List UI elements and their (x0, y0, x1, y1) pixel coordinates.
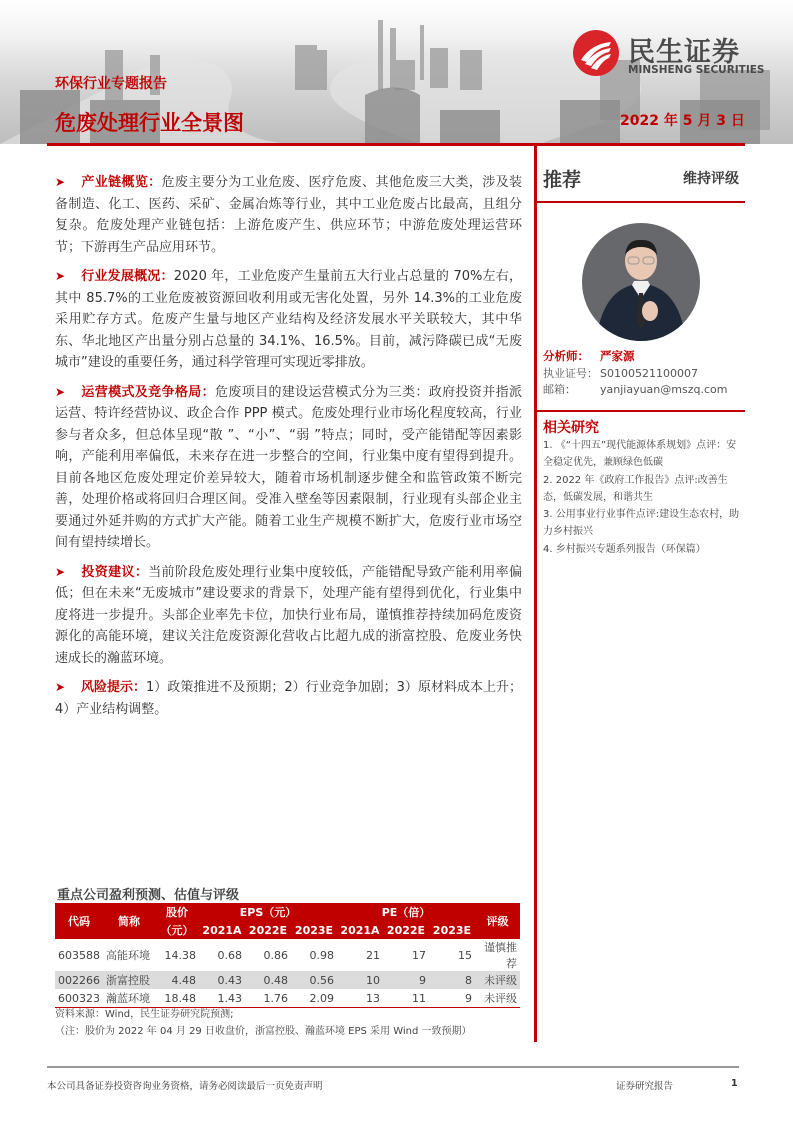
analyst-email-row: 邮箱： yanjiayuan@mszq.com (543, 383, 728, 396)
header-price-unit: （元） (155, 921, 199, 939)
footer-disclaimer: 本公司具备证券投资咨询业务资格，请务必阅读最后一页免责声明 (47, 1081, 323, 1092)
sidebar-divider (537, 201, 745, 203)
sidebar-divider (537, 410, 745, 412)
summary-item-development: ➤ 行业发展概况：2020 年，工业危废产生量前五大行业占总量的 70%左右，其中 85.7%的工业危废被资源回收利用或无害化处置，另外 14.3%的工业危废采用贮存方式。危废产生量与地区产业结构及经济发展水平关联较大，其中华东、华北地区产出量分别占总量的 34.1%、16.5%。目前，减污降碳已成“无废城市”建设的重要任务，通过科学管理可实现近零排放。 (55, 266, 522, 374)
arrow-bullet-icon: ➤ (55, 680, 66, 694)
summary-item-investment: ➤ 投资建议：当前阶段危废处理行业集中度较低，产能错配导致产能利用率偏低；但在未来“无废城市”建设要求的背景下，处理产能有望得到优化，行业集中度将进一步提升。头部企业率先卡位，加快行业布局，谨慎推荐持续加码危废资源化的高能环境，建议关注危废资源化营收占比超九成的浙富控股、危废业务快速成长的瀚蓝环境。 (55, 562, 522, 670)
related-research-item[interactable]: 2. 2022 年《政府工作报告》点评:改善生态，低碳发展，和谐共生 (543, 474, 728, 503)
column-divider (534, 144, 537, 1042)
header-divider (47, 143, 745, 146)
license-number: S0100521100007 (600, 367, 698, 380)
analyst-photo (582, 223, 700, 341)
report-category: 环保行业专题报告 (55, 76, 167, 92)
analyst-email[interactable]: yanjiayuan@mszq.com (600, 383, 728, 396)
table-row: 600323 瀚蓝环境 18.48 1.43 1.76 2.09 13 11 9 未评级 (55, 989, 520, 1008)
header-code: 代码 (55, 903, 103, 939)
page-number: 1 (731, 1078, 738, 1089)
header-year: 2021A (199, 921, 245, 939)
header-year: 2021A (337, 921, 383, 939)
arrow-bullet-icon: ➤ (55, 269, 66, 283)
header-year: 2022E (245, 921, 291, 939)
rating-action: 维持评级 (683, 171, 739, 187)
summary-section (55, 172, 522, 728)
table-note: （注：股价为 2022 年 04 月 29 日收盘价，浙富控股、瀚蓝环境 EPS 采用 Wind 一致预期） (55, 1026, 472, 1037)
recommendation-label: 推荐 (543, 169, 582, 191)
related-research-title: 相关研究 (543, 420, 599, 436)
header-banner (0, 0, 793, 144)
analyst-license-row: 执业证号： S0100521100007 (543, 367, 698, 380)
header-price: 股价 (155, 903, 199, 921)
analyst-name-row: 分析师： 严家源 (543, 349, 635, 363)
related-research-item[interactable]: 3. 公用事业行业事件点评:建设生态农村，助力乡村振兴 (543, 509, 740, 538)
logo-english-name: MINSHENG SECURITIES (628, 64, 765, 76)
summary-item-operations: ➤ 运营模式及竞争格局：危废项目的建设运营模式分为三类：政府投资并指派运营、特许经营协议、政企合作 PPP 模式。危废处理行业市场化程度较高，行业参与者众多，但总体呈现“散 ”、“小”、“弱 ”特点；同时，受产能错配等因素影响，产能利用率偏低，未来存在进一步整合的空间，行业集中度有望得到提升。目前各地区危废处理定价差异较大，随着市场机制逐步健全和监管政策不断完善，处理价格或将回归合理区间。受准入壁垒等因素限制，行业现有头部企业主要通过外延并购的方式扩大产能。随着工业生产规模不断扩大，危废行业市场空间有望持续增长。 (55, 382, 522, 554)
logo-emblem-icon (573, 30, 619, 76)
summary-item-industry-chain: ➤ 产业链概览：危废主要分为工业危废、医疗危废、其他危废三大类，涉及装备制造、化工、医药、采矿、金属冶炼等行业，其中工业危废占比最高，且组分复杂。危废处理产业链包括：上游危废产生、供应环节；中游危废处理运营环节；下游再生产品应用环节。 (55, 172, 522, 258)
estimates-table (55, 903, 520, 1008)
company-logo (573, 30, 773, 80)
related-research-item[interactable]: 4. 乡村振兴专题系列报告（环保篇） (543, 543, 706, 555)
arrow-bullet-icon: ➤ (55, 175, 66, 189)
table-row: 002266 浙富控股 4.48 0.43 0.48 0.56 10 9 8 未评级 (55, 971, 520, 989)
table-source: 资料来源：Wind，民生证券研究院预测; (55, 1009, 234, 1020)
arrow-bullet-icon: ➤ (55, 384, 66, 399)
related-research-item[interactable]: 1. 《“十四五”现代能源体系规划》点评：安全稳定优先，兼顾绿色低碳 (543, 440, 737, 469)
arrow-bullet-icon: ➤ (55, 564, 66, 579)
report-date: 2022 年 5 月 3 日 (620, 113, 745, 129)
header-year: 2023E (429, 921, 475, 939)
report-title: 危废处理行业全景图 (55, 111, 244, 135)
header-name: 简称 (103, 903, 155, 939)
header-rating: 评级 (475, 903, 520, 939)
header-eps: EPS（元） (199, 903, 337, 921)
estimates-table-title: 重点公司盈利预测、估值与评级 (57, 888, 240, 903)
footer-divider (47, 1066, 739, 1068)
header-pe: PE（倍） (337, 903, 475, 921)
logo-chinese-name: 民生证券 (628, 37, 740, 68)
related-research-list (543, 437, 743, 558)
table-row: 603588 高能环境 14.38 0.68 0.86 0.98 21 17 15 谨慎推荐 (58, 941, 517, 970)
analyst-name: 严家源 (600, 349, 635, 363)
summary-item-risk: ➤ 风险提示：1）政策推进不及预期；2）行业竞争加剧；3）原材料成本上升；4）产业结构调整。 (55, 677, 522, 720)
header-year: 2022E (383, 921, 429, 939)
header-year: 2023E (291, 921, 337, 939)
footer-doc-type: 证券研究报告 (616, 1081, 674, 1092)
